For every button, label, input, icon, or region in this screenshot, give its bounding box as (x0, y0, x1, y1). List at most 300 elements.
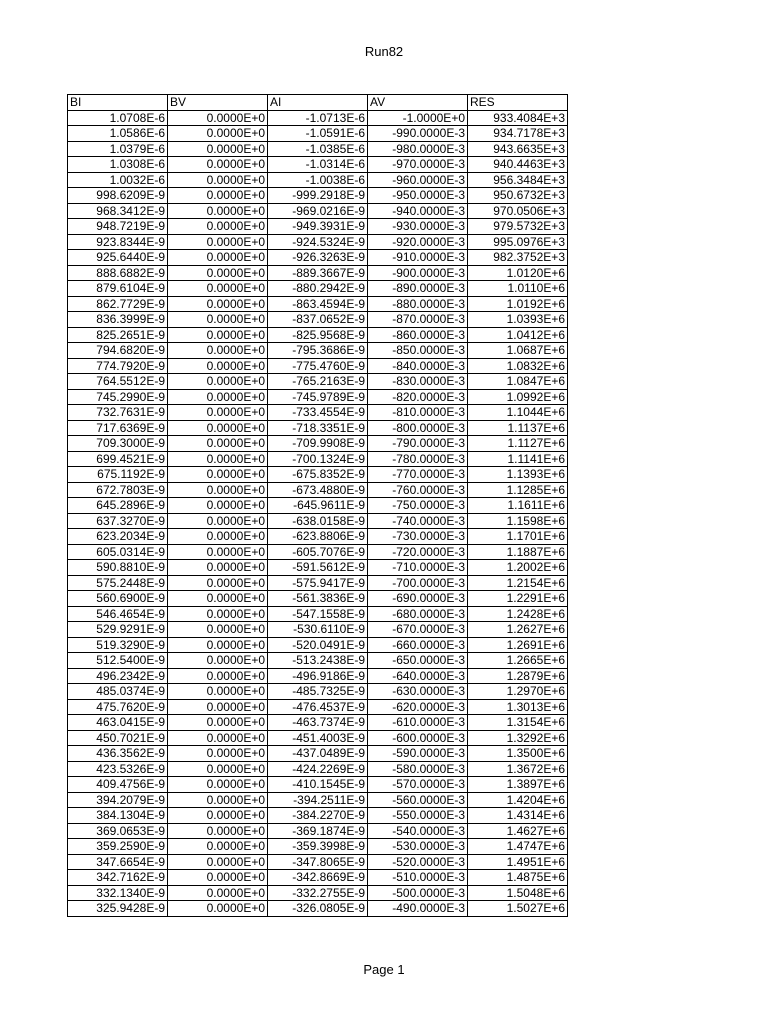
cell-bi: 825.2651E-9 (68, 327, 168, 343)
table-row (68, 575, 568, 591)
cell-bv: 0.0000E+0 (168, 777, 268, 793)
cell-bi: 423.5326E-9 (68, 761, 168, 777)
cell-bv: 0.0000E+0 (168, 327, 268, 343)
cell-bi: 605.0314E-9 (68, 544, 168, 560)
cell-bv: 0.0000E+0 (168, 544, 268, 560)
cell-bi: 699.4521E-9 (68, 451, 168, 467)
cell-bi: 948.7219E-9 (68, 219, 168, 235)
table-row (68, 591, 568, 607)
cell-res: 1.2879E+6 (468, 668, 568, 684)
cell-bi: 512.5400E-9 (68, 653, 168, 669)
cell-bi: 764.5512E-9 (68, 374, 168, 390)
table-row (68, 684, 568, 700)
cell-bv: 0.0000E+0 (168, 885, 268, 901)
cell-res: 1.4747E+6 (468, 839, 568, 855)
table-row (68, 389, 568, 405)
table-row (68, 265, 568, 281)
cell-res: 1.4627E+6 (468, 823, 568, 839)
cell-bv: 0.0000E+0 (168, 870, 268, 886)
cell-ai: -775.4760E-9 (268, 358, 368, 374)
cell-av: -630.0000E-3 (368, 684, 468, 700)
table-row (68, 529, 568, 545)
cell-ai: -924.5324E-9 (268, 234, 368, 250)
table-row (68, 870, 568, 886)
cell-ai: -575.9417E-9 (268, 575, 368, 591)
cell-bv: 0.0000E+0 (168, 157, 268, 173)
cell-bv: 0.0000E+0 (168, 715, 268, 731)
cell-bi: 529.9291E-9 (68, 622, 168, 638)
cell-av: -620.0000E-3 (368, 699, 468, 715)
table-row (68, 823, 568, 839)
cell-av: -990.0000E-3 (368, 126, 468, 142)
cell-av: -600.0000E-3 (368, 730, 468, 746)
cell-res: 950.6732E+3 (468, 188, 568, 204)
cell-ai: -745.9789E-9 (268, 389, 368, 405)
cell-res: 1.2691E+6 (468, 637, 568, 653)
cell-av: -610.0000E-3 (368, 715, 468, 731)
cell-res: 1.0393E+6 (468, 312, 568, 328)
cell-res: 1.3013E+6 (468, 699, 568, 715)
table-row (68, 653, 568, 669)
cell-res: 1.1285E+6 (468, 482, 568, 498)
table-row (68, 513, 568, 529)
cell-av: -800.0000E-3 (368, 420, 468, 436)
cell-ai: -530.6110E-9 (268, 622, 368, 638)
cell-bi: 546.4654E-9 (68, 606, 168, 622)
cell-bi: 836.3999E-9 (68, 312, 168, 328)
table-row (68, 498, 568, 514)
cell-bv: 0.0000E+0 (168, 420, 268, 436)
cell-res: 1.2002E+6 (468, 560, 568, 576)
cell-av: -860.0000E-3 (368, 327, 468, 343)
cell-res: 982.3752E+3 (468, 250, 568, 266)
cell-ai: -675.8352E-9 (268, 467, 368, 483)
cell-ai: -673.4880E-9 (268, 482, 368, 498)
cell-bv: 0.0000E+0 (168, 219, 268, 235)
cell-bv: 0.0000E+0 (168, 684, 268, 700)
table-row (68, 420, 568, 436)
cell-res: 1.1701E+6 (468, 529, 568, 545)
table-row (68, 467, 568, 483)
cell-bi: 560.6900E-9 (68, 591, 168, 607)
cell-ai: -638.0158E-9 (268, 513, 368, 529)
table-row (68, 777, 568, 793)
cell-bv: 0.0000E+0 (168, 808, 268, 824)
cell-av: -510.0000E-3 (368, 870, 468, 886)
cell-bi: 342.7162E-9 (68, 870, 168, 886)
cell-bv: 0.0000E+0 (168, 482, 268, 498)
cell-bv: 0.0000E+0 (168, 823, 268, 839)
cell-bi: 519.3290E-9 (68, 637, 168, 653)
cell-bv: 0.0000E+0 (168, 312, 268, 328)
cell-bi: 637.3270E-9 (68, 513, 168, 529)
cell-bv: 0.0000E+0 (168, 699, 268, 715)
cell-ai: -463.7374E-9 (268, 715, 368, 731)
table-row (68, 126, 568, 142)
cell-bv: 0.0000E+0 (168, 637, 268, 653)
cell-bv: 0.0000E+0 (168, 358, 268, 374)
table-row (68, 312, 568, 328)
cell-ai: -451.4003E-9 (268, 730, 368, 746)
cell-av: -940.0000E-3 (368, 203, 468, 219)
cell-res: 1.2291E+6 (468, 591, 568, 607)
table-row (68, 405, 568, 421)
page-number: Page 1 (363, 962, 405, 977)
cell-res: 1.3292E+6 (468, 730, 568, 746)
cell-bi: 1.0308E-6 (68, 157, 168, 173)
cell-bi: 590.8810E-9 (68, 560, 168, 576)
cell-ai: -733.4554E-9 (268, 405, 368, 421)
cell-ai: -520.0491E-9 (268, 637, 368, 653)
cell-bv: 0.0000E+0 (168, 203, 268, 219)
table-row (68, 436, 568, 452)
cell-ai: -1.0038E-6 (268, 172, 368, 188)
cell-ai: -513.2438E-9 (268, 653, 368, 669)
cell-res: 940.4463E+3 (468, 157, 568, 173)
cell-av: -500.0000E-3 (368, 885, 468, 901)
cell-ai: -326.0805E-9 (268, 901, 368, 917)
cell-ai: -765.2163E-9 (268, 374, 368, 390)
cell-bv: 0.0000E+0 (168, 606, 268, 622)
cell-bi: 463.0415E-9 (68, 715, 168, 731)
cell-ai: -347.8065E-9 (268, 854, 368, 870)
cell-ai: -889.3667E-9 (268, 265, 368, 281)
cell-ai: -837.0652E-9 (268, 312, 368, 328)
cell-ai: -880.2942E-9 (268, 281, 368, 297)
cell-res: 956.3484E+3 (468, 172, 568, 188)
cell-av: -830.0000E-3 (368, 374, 468, 390)
cell-bv: 0.0000E+0 (168, 281, 268, 297)
cell-bi: 998.6209E-9 (68, 188, 168, 204)
cell-res: 1.3897E+6 (468, 777, 568, 793)
cell-ai: -709.9908E-9 (268, 436, 368, 452)
cell-bv: 0.0000E+0 (168, 761, 268, 777)
cell-av: -790.0000E-3 (368, 436, 468, 452)
cell-bi: 862.7729E-9 (68, 296, 168, 312)
table-row (68, 808, 568, 824)
table-row (68, 761, 568, 777)
cell-ai: -369.1874E-9 (268, 823, 368, 839)
table-row (68, 219, 568, 235)
cell-bv: 0.0000E+0 (168, 622, 268, 638)
cell-ai: -795.3686E-9 (268, 343, 368, 359)
table-row (68, 792, 568, 808)
cell-av: -520.0000E-3 (368, 854, 468, 870)
column-header-av: AV (368, 95, 468, 111)
cell-av: -660.0000E-3 (368, 637, 468, 653)
cell-av: -770.0000E-3 (368, 467, 468, 483)
cell-av: -540.0000E-3 (368, 823, 468, 839)
cell-bi: 332.1340E-9 (68, 885, 168, 901)
cell-res: 933.4084E+3 (468, 110, 568, 126)
cell-bv: 0.0000E+0 (168, 436, 268, 452)
cell-av: -1.0000E+0 (368, 110, 468, 126)
cell-res: 1.4314E+6 (468, 808, 568, 824)
cell-res: 934.7178E+3 (468, 126, 568, 142)
table-row (68, 637, 568, 653)
cell-bv: 0.0000E+0 (168, 188, 268, 204)
cell-ai: -561.3836E-9 (268, 591, 368, 607)
cell-res: 1.0192E+6 (468, 296, 568, 312)
table-row (68, 172, 568, 188)
cell-bi: 359.2590E-9 (68, 839, 168, 855)
header-row (68, 95, 568, 111)
cell-bi: 575.2448E-9 (68, 575, 168, 591)
cell-res: 1.1127E+6 (468, 436, 568, 452)
cell-bi: 745.2990E-9 (68, 389, 168, 405)
table-row (68, 668, 568, 684)
table-row (68, 141, 568, 157)
cell-bi: 774.7920E-9 (68, 358, 168, 374)
table-row (68, 544, 568, 560)
table-row (68, 250, 568, 266)
cell-res: 1.2627E+6 (468, 622, 568, 638)
table-row (68, 110, 568, 126)
table-row (68, 699, 568, 715)
cell-bi: 475.7620E-9 (68, 699, 168, 715)
cell-ai: -359.3998E-9 (268, 839, 368, 855)
cell-ai: -424.2269E-9 (268, 761, 368, 777)
cell-ai: -623.8806E-9 (268, 529, 368, 545)
cell-bv: 0.0000E+0 (168, 575, 268, 591)
cell-bi: 1.0708E-6 (68, 110, 168, 126)
cell-av: -730.0000E-3 (368, 529, 468, 545)
cell-res: 1.0110E+6 (468, 281, 568, 297)
cell-bv: 0.0000E+0 (168, 265, 268, 281)
table-row (68, 885, 568, 901)
cell-ai: -863.4594E-9 (268, 296, 368, 312)
cell-bi: 347.6654E-9 (68, 854, 168, 870)
cell-av: -530.0000E-3 (368, 839, 468, 855)
cell-ai: -969.0216E-9 (268, 203, 368, 219)
cell-ai: -384.2270E-9 (268, 808, 368, 824)
cell-res: 1.1044E+6 (468, 405, 568, 421)
cell-bi: 732.7631E-9 (68, 405, 168, 421)
cell-bv: 0.0000E+0 (168, 374, 268, 390)
column-header-bv: BV (168, 95, 268, 111)
table-row (68, 560, 568, 576)
cell-av: -870.0000E-3 (368, 312, 468, 328)
cell-bv: 0.0000E+0 (168, 110, 268, 126)
cell-av: -920.0000E-3 (368, 234, 468, 250)
cell-av: -970.0000E-3 (368, 157, 468, 173)
cell-res: 995.0976E+3 (468, 234, 568, 250)
cell-res: 1.0687E+6 (468, 343, 568, 359)
cell-res: 1.1598E+6 (468, 513, 568, 529)
table-row (68, 281, 568, 297)
cell-av: -900.0000E-3 (368, 265, 468, 281)
cell-res: 1.5048E+6 (468, 885, 568, 901)
cell-res: 1.5027E+6 (468, 901, 568, 917)
cell-av: -650.0000E-3 (368, 653, 468, 669)
cell-bi: 1.0586E-6 (68, 126, 168, 142)
cell-bi: 485.0374E-9 (68, 684, 168, 700)
cell-bi: 709.3000E-9 (68, 436, 168, 452)
cell-bv: 0.0000E+0 (168, 451, 268, 467)
cell-ai: -700.1324E-9 (268, 451, 368, 467)
table-row (68, 482, 568, 498)
cell-bv: 0.0000E+0 (168, 901, 268, 917)
table-body (68, 110, 568, 916)
cell-res: 1.4204E+6 (468, 792, 568, 808)
cell-bi: 645.2896E-9 (68, 498, 168, 514)
cell-ai: -1.0591E-6 (268, 126, 368, 142)
cell-res: 1.0832E+6 (468, 358, 568, 374)
cell-ai: -437.0489E-9 (268, 746, 368, 762)
table-row (68, 606, 568, 622)
cell-av: -890.0000E-3 (368, 281, 468, 297)
table-row (68, 854, 568, 870)
cell-bv: 0.0000E+0 (168, 560, 268, 576)
cell-bv: 0.0000E+0 (168, 234, 268, 250)
cell-av: -960.0000E-3 (368, 172, 468, 188)
cell-res: 1.3500E+6 (468, 746, 568, 762)
cell-av: -570.0000E-3 (368, 777, 468, 793)
cell-bi: 623.2034E-9 (68, 529, 168, 545)
table-row (68, 451, 568, 467)
cell-bv: 0.0000E+0 (168, 839, 268, 855)
cell-bv: 0.0000E+0 (168, 591, 268, 607)
table-row (68, 730, 568, 746)
cell-ai: -825.9568E-9 (268, 327, 368, 343)
cell-bv: 0.0000E+0 (168, 529, 268, 545)
cell-res: 1.1887E+6 (468, 544, 568, 560)
cell-bv: 0.0000E+0 (168, 668, 268, 684)
cell-ai: -591.5612E-9 (268, 560, 368, 576)
table-row (68, 157, 568, 173)
cell-av: -850.0000E-3 (368, 343, 468, 359)
cell-bi: 794.6820E-9 (68, 343, 168, 359)
cell-av: -780.0000E-3 (368, 451, 468, 467)
cell-ai: -342.8669E-9 (268, 870, 368, 886)
cell-res: 1.4875E+6 (468, 870, 568, 886)
cell-av: -670.0000E-3 (368, 622, 468, 638)
cell-bv: 0.0000E+0 (168, 343, 268, 359)
cell-res: 1.1393E+6 (468, 467, 568, 483)
cell-ai: -999.2918E-9 (268, 188, 368, 204)
cell-av: -820.0000E-3 (368, 389, 468, 405)
cell-av: -550.0000E-3 (368, 808, 468, 824)
cell-ai: -1.0713E-6 (268, 110, 368, 126)
table-row (68, 622, 568, 638)
cell-bv: 0.0000E+0 (168, 141, 268, 157)
cell-bi: 1.0032E-6 (68, 172, 168, 188)
cell-av: -710.0000E-3 (368, 560, 468, 576)
cell-ai: -496.9186E-9 (268, 668, 368, 684)
table-row (68, 746, 568, 762)
cell-ai: -926.3263E-9 (268, 250, 368, 266)
table-row (68, 234, 568, 250)
cell-av: -930.0000E-3 (368, 219, 468, 235)
cell-ai: -718.3351E-9 (268, 420, 368, 436)
cell-ai: -949.3931E-9 (268, 219, 368, 235)
table-row (68, 374, 568, 390)
cell-res: 1.2970E+6 (468, 684, 568, 700)
data-table (67, 94, 568, 917)
cell-ai: -332.2755E-9 (268, 885, 368, 901)
cell-bi: 925.6440E-9 (68, 250, 168, 266)
cell-bv: 0.0000E+0 (168, 792, 268, 808)
cell-res: 1.1611E+6 (468, 498, 568, 514)
cell-res: 1.3672E+6 (468, 761, 568, 777)
cell-bi: 888.6882E-9 (68, 265, 168, 281)
cell-bv: 0.0000E+0 (168, 126, 268, 142)
table-row (68, 343, 568, 359)
cell-av: -740.0000E-3 (368, 513, 468, 529)
cell-bi: 675.1192E-9 (68, 467, 168, 483)
cell-bv: 0.0000E+0 (168, 296, 268, 312)
cell-res: 1.0412E+6 (468, 327, 568, 343)
cell-ai: -410.1545E-9 (268, 777, 368, 793)
cell-av: -690.0000E-3 (368, 591, 468, 607)
column-header-ai: AI (268, 95, 368, 111)
cell-bv: 0.0000E+0 (168, 653, 268, 669)
cell-res: 1.1141E+6 (468, 451, 568, 467)
cell-bi: 672.7803E-9 (68, 482, 168, 498)
cell-bi: 409.4756E-9 (68, 777, 168, 793)
cell-ai: -547.1558E-9 (268, 606, 368, 622)
cell-av: -750.0000E-3 (368, 498, 468, 514)
cell-res: 1.3154E+6 (468, 715, 568, 731)
cell-ai: -485.7325E-9 (268, 684, 368, 700)
cell-bv: 0.0000E+0 (168, 854, 268, 870)
table-row (68, 358, 568, 374)
cell-av: -580.0000E-3 (368, 761, 468, 777)
cell-bi: 384.1304E-9 (68, 808, 168, 824)
cell-res: 1.2154E+6 (468, 575, 568, 591)
cell-bv: 0.0000E+0 (168, 172, 268, 188)
column-header-bi: BI (68, 95, 168, 111)
table-row (68, 715, 568, 731)
cell-bv: 0.0000E+0 (168, 513, 268, 529)
cell-ai: -1.0314E-6 (268, 157, 368, 173)
cell-ai: -605.7076E-9 (268, 544, 368, 560)
cell-ai: -394.2511E-9 (268, 792, 368, 808)
cell-av: -810.0000E-3 (368, 405, 468, 421)
cell-bv: 0.0000E+0 (168, 250, 268, 266)
table-row (68, 839, 568, 855)
cell-res: 1.0992E+6 (468, 389, 568, 405)
cell-res: 970.0506E+3 (468, 203, 568, 219)
column-header-res: RES (468, 95, 568, 111)
cell-bi: 450.7021E-9 (68, 730, 168, 746)
table-row (68, 327, 568, 343)
cell-bi: 717.6369E-9 (68, 420, 168, 436)
cell-av: -680.0000E-3 (368, 606, 468, 622)
cell-bi: 394.2079E-9 (68, 792, 168, 808)
cell-res: 1.1137E+6 (468, 420, 568, 436)
cell-ai: -476.4537E-9 (268, 699, 368, 715)
table-row (68, 203, 568, 219)
cell-bv: 0.0000E+0 (168, 405, 268, 421)
cell-av: -590.0000E-3 (368, 746, 468, 762)
cell-ai: -1.0385E-6 (268, 141, 368, 157)
cell-bi: 879.6104E-9 (68, 281, 168, 297)
cell-av: -700.0000E-3 (368, 575, 468, 591)
cell-av: -760.0000E-3 (368, 482, 468, 498)
cell-av: -980.0000E-3 (368, 141, 468, 157)
cell-av: -910.0000E-3 (368, 250, 468, 266)
cell-av: -950.0000E-3 (368, 188, 468, 204)
cell-bv: 0.0000E+0 (168, 389, 268, 405)
table-row (68, 188, 568, 204)
cell-av: -640.0000E-3 (368, 668, 468, 684)
cell-res: 1.2428E+6 (468, 606, 568, 622)
table-row (68, 901, 568, 917)
cell-res: 1.0120E+6 (468, 265, 568, 281)
cell-res: 1.2665E+6 (468, 653, 568, 669)
cell-bi: 436.3562E-9 (68, 746, 168, 762)
